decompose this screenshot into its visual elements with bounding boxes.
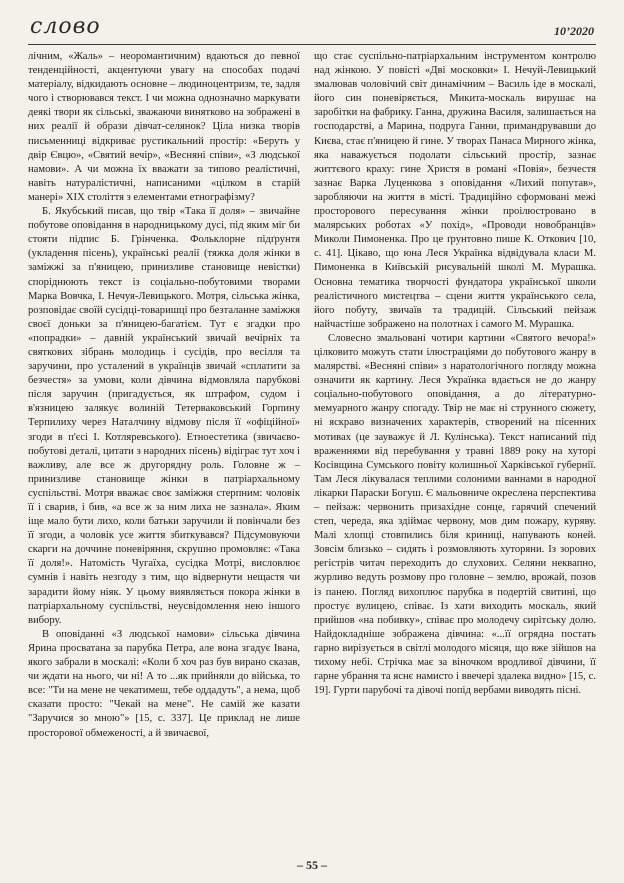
page-header xyxy=(28,14,596,45)
paragraph: Словесно змальовані чотири картини «Святого вечора!» цілковито можуть стати ілюстраціями до побутового жанру в малярстві. «Весняні співи» з наратологічного погляду можна означити як картину. Леся Українка вдається не до жанру соціально-побутового оповідання, а до літературно-мемуарного жанру спогаду. Твір не має ні струнного сюжету, ні яскраво визначених характерів, створений на пісенних мотивах (це зауважує й Л. Кулінська). Текст написаний під враженнями від перебування у травні 1889 року на хуторі Косівщина Сумського повіту колишньої Харківської губернії. Там Леся лікувалася теплими солоними ваннами в народної лікарки Параски Богуш. Є мальовниче окреслена перспектива – пейзаж: червонить призахідне сонце, гарячий спечений степ, череда, яка здіймає червону, мов дим пожару, куряву. Малі хлопці стовпились біля криниці, напувають коней. Зовсім близько – сидять і розмовляють хуторяни. Із зорових регістрів читач переходить до слухових. Селяни неквапно, журливо ведуть розмову про головне – землю, врожай, позов із панею. Погляд вихоплює парубка в подертій свитині, що простує вулицею, співає. Із хати виходить москаль, який прийшов «на побивку», співає про молодечу сирітську долю. Найдокладніше зображена дівчина: «...її огрядна постать гарно вирізується в світлі молодого місяця, що вже зійшов на тихому небі. Стрічка має за віночком вродливої дівчини, її гарне убрання та яснє намисто і ввечері здалека видно» [15, с. 19]. Гурти парубочі та дівочі попід вербами виводять пісні. xyxy=(314,332,596,697)
right-column xyxy=(314,50,596,698)
paragraph: Б. Якубський писав, що твір «Така її доля» – звичайне побутове оповідання в народницькому дусі, під яким міг би стояти підпис Б. Грінченка. Фольклорне підґрунтя (укладення пісень), українські реалії (тяжка доля жінки в заміжжі за п'яницею, принизливе становище невістки) споріднюють текст із соціально-побутовими творами Марка Вовчка, І. Нечуя-Левицького. Мотря, сільська жінка, розповідає своїй сусідці-товаришці про безталанне заміжжя своєї доньки за п'яницею-багатієм. Тут є згадки про «попрадки» – давній український звичай вечірніх та святкових зібрань молодиць і сусідів, про весілля та заручини, про усталений в українців звичай «сплатити за безчестя» за умови, коли дівчина відмовляла парубкові після заручин (пригадується, як штрафом, судом і в'язницею залякує волиній Тетерваковський Горпину Терпилиху через Наталчину відмову після її «офіційної» згоди в п'єсі І. Котляревського). Етноестетика (звичаєво-побутові деталі, цитати з народних пісень) відіграє тут хоч і важливу, але все ж другорядну роль. Головне ж – принизливе становище жінки в патріархальному суспільстві. Мотря вважає своє заміжжя стерпним: чоловік її і сварив, і бив, «а все ж за ним лиха не зазнала». Яким іще мало бути лихо, коли батьки заручили й повінчали без її згоди, а чоловік усе життя збиткувався? Підсумовуючи скарги на доччине поневіряння, скрушно промовляє: «Така її доля!». Натомість Чугаїха, сусідка Мотрі, висловлює сумнів і навіть незгоду з тим, що відвернути нещастя чи зарадити йому ніяк. У цьому виявляється покора жінки в патріархальному суспільстві, неусвідомлення нею іншого вибору. xyxy=(28,206,300,626)
journal-logo: слово xyxy=(30,14,101,39)
left-column xyxy=(28,50,300,741)
paragraph: В оповіданні «З людської намови» сільська дівчина Ярина просватана за парубка Петра, але вона згадує Івана, якого забрали в москалі: «Коли б хоч раз був вирано сказав, чи ждати на нього, чи ні! А то ...як прийняли до війська, то все: "Ти на мене не чекатимеш, тебе оддадуть", а нема, щоб сказати просто: "Чекай на мене". Не самій же казати "Заручися зо мною"» [15, с. 337]. Це приклад не лише просторової обмеженості, а й звичаєвої, xyxy=(28,628,300,739)
page-number: – 55 – xyxy=(297,858,327,872)
paragraph: що стає суспільно-патріархальним інструментом контролю над жінкою. У повісті «Дві московки» І. Нечуй-Левицький змалював чоловічий світ динамічним – Василь іде в москалі, його син поневіряється, Микита-москаль вирушає на заробітки на фабрику. Ганна, дружина Василя, залишається на господарстві, а Марина, подруга Ганни, примандрувавши до Києва, стає п'яницею й гине. У творах Панаса Мирного жінка, яка наважується подолати сільський простір, зазнає життєвого краху: гине Христя в романі «Повія», безчестя зазнає Варка Луценкова з оповідання «Лихий попутав», заробляючи на життя в місті. Традиційно сформовані межі просторового пересування жінки проілюстровано в малярських роботах «У похід», «Проводи новобранців» Миколи Пимоненка. Про це ґрунтовно пише К. Откович [10, с. 41]. Цікаво, що юна Леся Українка відвідувала класи М. Пимоненка в Київській рисувальній школі М. Мурашка. Основна тематика творчості фундатора української школи реалістичного мистецтва – сцени життя українського села, його побуту, звичаїв та традицій. Сільський пейзаж найчастіше зображено на полотнах і самого М. Мурашка. xyxy=(314,51,596,330)
issue-number: 10’2020 xyxy=(554,24,594,38)
paragraph: лічним, «Жаль» – неоромантичним) вдаються до певної тенденційності, акцентуючи увагу на способах подачі матеріалу, відкидають основне – людиноцентризм, те, задля чого і створювався текст. І чи можна однозначно маркувати деякі твори як сільські, зважаючи винятково на зображені в них реалії й образи дівчат-селянок? Ціла низка творів письменниці відкриває рустикальний простір: «Беруть у двір Євцю», «Святий вечір», «Весняні співи», «З людської намови». А чи можна їх вважати за типово реалістичні, навіть натуралістичні, написаними «цілком в старій манері» XIX століття з елементами етнографізму? xyxy=(28,51,300,203)
